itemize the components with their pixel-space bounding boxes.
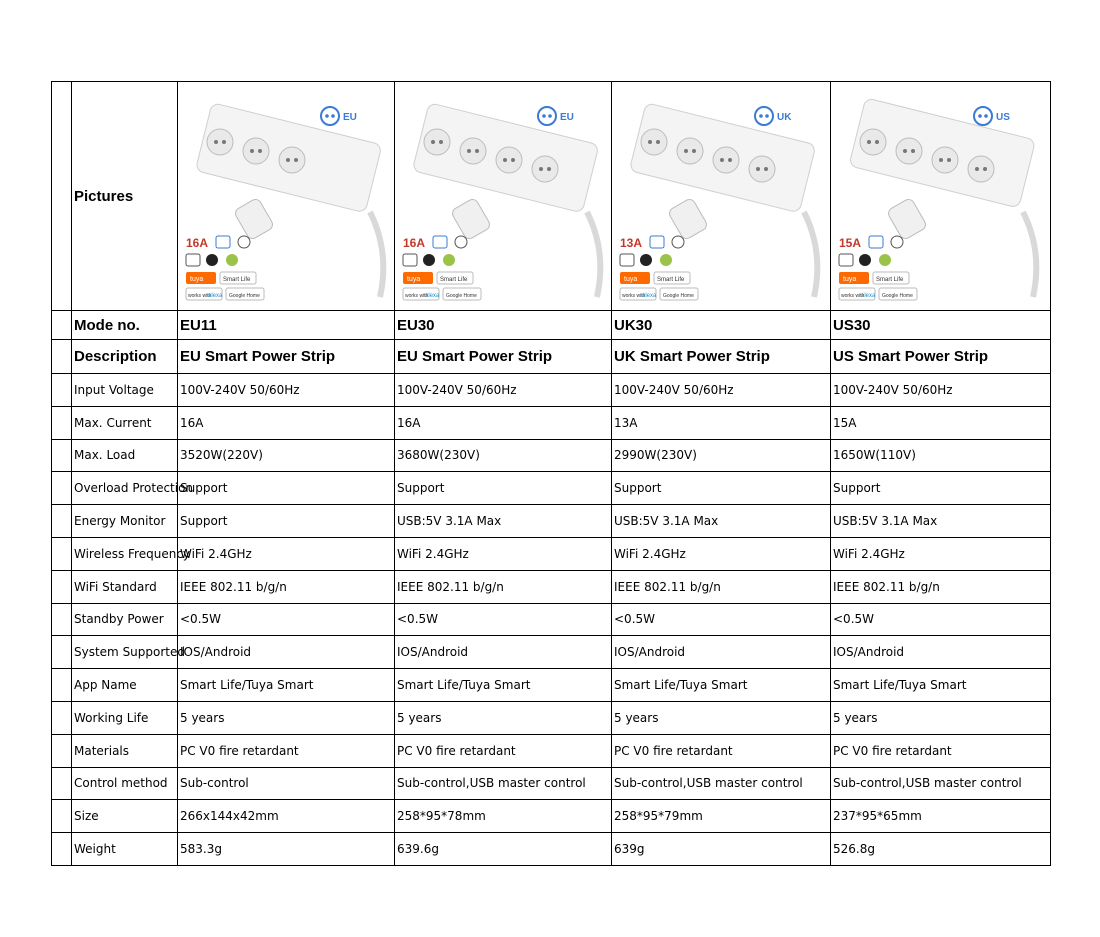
- works-with-label: works with: [622, 293, 646, 299]
- power-cable: [1023, 212, 1036, 297]
- description-value: US Smart Power Strip: [831, 340, 1051, 374]
- socket-hole: [728, 158, 732, 162]
- energy-icon: [620, 254, 634, 266]
- plug-pin-icon: [765, 114, 769, 118]
- plug-pin-icon: [331, 114, 335, 118]
- product-illustration: [180, 82, 397, 310]
- spec-row: [52, 374, 1051, 407]
- socket-hole: [547, 167, 551, 171]
- description-value: UK Smart Power Strip: [612, 340, 831, 374]
- apple-icon: [206, 254, 218, 266]
- plug-head: [233, 197, 274, 240]
- timer-icon: [672, 236, 684, 248]
- region-label: US: [996, 112, 1010, 123]
- spec-table: [51, 81, 1051, 866]
- spec-row: [52, 669, 1051, 702]
- spec-value: Support: [395, 472, 612, 505]
- socket-icon: [896, 138, 922, 164]
- plug-icon: [755, 107, 773, 125]
- spec-value: IEEE 802.11 b/g/n: [178, 570, 395, 603]
- product-picture-eu30: [395, 82, 612, 311]
- product-picture-uk30: [612, 82, 831, 311]
- smart-life-label: Smart Life: [657, 277, 685, 283]
- pictures-row: [52, 82, 1051, 311]
- row-marker: [52, 374, 72, 407]
- spec-value: Sub-control,USB master control: [395, 767, 612, 800]
- spec-value: 237*95*65mm: [831, 800, 1051, 833]
- alexa-label: alexa: [642, 293, 657, 299]
- socket-icon: [532, 156, 558, 182]
- socket-hole: [214, 140, 218, 144]
- row-marker: [52, 82, 72, 311]
- socket-hole: [692, 149, 696, 153]
- description-value: EU Smart Power Strip: [178, 340, 395, 374]
- spec-value: WiFi 2.4GHz: [831, 537, 1051, 570]
- spec-value: USB:5V 3.1A Max: [395, 505, 612, 538]
- socket-hole: [286, 158, 290, 162]
- socket-icon: [677, 138, 703, 164]
- spec-value: 13A: [612, 406, 831, 439]
- spec-value: Sub-control,USB master control: [831, 767, 1051, 800]
- spec-value: 639g: [612, 833, 831, 866]
- spec-value: 2990W(230V): [612, 439, 831, 472]
- plug-icon: [974, 107, 992, 125]
- spec-value: IOS/Android: [178, 636, 395, 669]
- row-marker: [52, 833, 72, 866]
- spec-value: 5 years: [612, 701, 831, 734]
- spec-value: 100V-240V 50/60Hz: [831, 374, 1051, 407]
- row-marker: [52, 570, 72, 603]
- row-marker: [52, 636, 72, 669]
- description-row: [52, 340, 1051, 374]
- socket-hole: [975, 167, 979, 171]
- row-marker: [52, 603, 72, 636]
- socket-icon: [932, 147, 958, 173]
- spec-value: <0.5W: [178, 603, 395, 636]
- spec-value: 258*95*78mm: [395, 800, 612, 833]
- model-row: [52, 311, 1051, 340]
- spec-value: Smart Life/Tuya Smart: [395, 669, 612, 702]
- spec-label: Weight: [72, 833, 178, 866]
- socket-hole: [903, 149, 907, 153]
- spec-row: [52, 439, 1051, 472]
- plug-pin-icon: [759, 114, 763, 118]
- socket-hole: [756, 167, 760, 171]
- spec-value: 526.8g: [831, 833, 1051, 866]
- android-icon: [443, 254, 455, 266]
- plug-head: [667, 197, 708, 240]
- spec-label: App Name: [72, 669, 178, 702]
- model-label: Mode no.: [72, 311, 178, 340]
- plug-pin-icon: [978, 114, 982, 118]
- spec-label: Wireless Frequency: [72, 537, 178, 570]
- socket-hole: [939, 158, 943, 162]
- spec-row: [52, 603, 1051, 636]
- spec-value: IEEE 802.11 b/g/n: [395, 570, 612, 603]
- wifi-icon: [869, 236, 883, 248]
- android-icon: [660, 254, 672, 266]
- spec-value: Sub-control,USB master control: [612, 767, 831, 800]
- plug-pin-icon: [984, 114, 988, 118]
- wifi-icon: [216, 236, 230, 248]
- spec-value: <0.5W: [612, 603, 831, 636]
- socket-hole: [764, 167, 768, 171]
- row-marker: [52, 767, 72, 800]
- spec-value: Smart Life/Tuya Smart: [831, 669, 1051, 702]
- spec-value: PC V0 fire retardant: [395, 734, 612, 767]
- row-marker: [52, 406, 72, 439]
- timer-icon: [891, 236, 903, 248]
- spec-value: 5 years: [178, 701, 395, 734]
- spec-value: USB:5V 3.1A Max: [612, 505, 831, 538]
- region-label: EU: [560, 112, 574, 123]
- socket-hole: [947, 158, 951, 162]
- plug-head: [886, 197, 927, 240]
- timer-icon: [455, 236, 467, 248]
- spec-row: [52, 701, 1051, 734]
- smart-life-label: Smart Life: [440, 277, 468, 283]
- socket-hole: [983, 167, 987, 171]
- spec-label: Energy Monitor: [72, 505, 178, 538]
- spec-value: 15A: [831, 406, 1051, 439]
- spec-value: Support: [612, 472, 831, 505]
- plug-head: [450, 197, 491, 240]
- spec-label: Size: [72, 800, 178, 833]
- row-marker: [52, 701, 72, 734]
- tuya-label: tuya: [624, 276, 638, 283]
- model-value: EU11: [178, 311, 395, 340]
- spec-value: IEEE 802.11 b/g/n: [612, 570, 831, 603]
- socket-hole: [258, 149, 262, 153]
- spec-row: [52, 767, 1051, 800]
- spec-label: Materials: [72, 734, 178, 767]
- plug-pin-icon: [325, 114, 329, 118]
- product-picture-us30: [831, 82, 1051, 311]
- socket-hole: [294, 158, 298, 162]
- product-illustration: [397, 82, 614, 310]
- socket-icon: [641, 129, 667, 155]
- plug-icon: [321, 107, 339, 125]
- spec-value: 3680W(230V): [395, 439, 612, 472]
- power-cable: [804, 212, 817, 297]
- tuya-label: tuya: [407, 276, 421, 283]
- spec-value: <0.5W: [831, 603, 1051, 636]
- spec-label: Input Voltage: [72, 374, 178, 407]
- google-home-label: Google Home: [882, 293, 913, 299]
- row-marker: [52, 505, 72, 538]
- socket-hole: [867, 140, 871, 144]
- spec-value: IEEE 802.11 b/g/n: [831, 570, 1051, 603]
- socket-hole: [684, 149, 688, 153]
- pictures-label: Pictures: [72, 82, 178, 311]
- spec-value: Smart Life/Tuya Smart: [178, 669, 395, 702]
- description-value: EU Smart Power Strip: [395, 340, 612, 374]
- spec-value: WiFi 2.4GHz: [178, 537, 395, 570]
- row-marker: [52, 537, 72, 570]
- spec-value: 5 years: [831, 701, 1051, 734]
- spec-label: Control method: [72, 767, 178, 800]
- apple-icon: [423, 254, 435, 266]
- spec-value: PC V0 fire retardant: [612, 734, 831, 767]
- description-label: Description: [72, 340, 178, 374]
- spec-label: Overload Protection: [72, 472, 178, 505]
- spec-value: 5 years: [395, 701, 612, 734]
- spec-row: [52, 570, 1051, 603]
- smart-life-label: Smart Life: [876, 277, 904, 283]
- socket-hole: [439, 140, 443, 144]
- row-marker: [52, 472, 72, 505]
- spec-row: [52, 472, 1051, 505]
- spec-value: 583.3g: [178, 833, 395, 866]
- plug-pin-icon: [548, 114, 552, 118]
- spec-value: <0.5W: [395, 603, 612, 636]
- google-home-label: Google Home: [229, 293, 260, 299]
- current-badge: 16A: [403, 236, 426, 250]
- plug-icon: [538, 107, 556, 125]
- energy-icon: [403, 254, 417, 266]
- spec-row: [52, 537, 1051, 570]
- alexa-label: alexa: [208, 293, 223, 299]
- row-marker: [52, 311, 72, 340]
- row-marker: [52, 800, 72, 833]
- socket-hole: [431, 140, 435, 144]
- socket-icon: [207, 129, 233, 155]
- socket-hole: [475, 149, 479, 153]
- spec-value: 100V-240V 50/60Hz: [178, 374, 395, 407]
- tuya-label: tuya: [843, 276, 857, 283]
- spec-value: IOS/Android: [831, 636, 1051, 669]
- spec-value: 3520W(220V): [178, 439, 395, 472]
- spec-value: 639.6g: [395, 833, 612, 866]
- region-label: UK: [777, 112, 792, 123]
- spec-value: Support: [178, 472, 395, 505]
- current-badge: 15A: [839, 236, 862, 250]
- tuya-label: tuya: [190, 276, 204, 283]
- row-marker: [52, 439, 72, 472]
- spec-value: 100V-240V 50/60Hz: [395, 374, 612, 407]
- spec-label: System Supported: [72, 636, 178, 669]
- row-marker: [52, 669, 72, 702]
- spec-label: Working Life: [72, 701, 178, 734]
- spec-row: [52, 406, 1051, 439]
- spec-value: Smart Life/Tuya Smart: [612, 669, 831, 702]
- works-with-label: works with: [841, 293, 865, 299]
- spec-value: 16A: [395, 406, 612, 439]
- spec-value: WiFi 2.4GHz: [395, 537, 612, 570]
- spec-value: Support: [831, 472, 1051, 505]
- row-marker: [52, 340, 72, 374]
- product-picture-eu11: [178, 82, 395, 311]
- timer-icon: [238, 236, 250, 248]
- socket-icon: [279, 147, 305, 173]
- region-label: EU: [343, 112, 357, 123]
- works-with-label: works with: [405, 293, 429, 299]
- spec-value: PC V0 fire retardant: [831, 734, 1051, 767]
- google-home-label: Google Home: [446, 293, 477, 299]
- product-illustration: [614, 82, 833, 310]
- spec-row: [52, 734, 1051, 767]
- socket-icon: [460, 138, 486, 164]
- spec-value: WiFi 2.4GHz: [612, 537, 831, 570]
- power-cable: [587, 212, 600, 297]
- works-with-label: works with: [188, 293, 212, 299]
- wifi-icon: [650, 236, 664, 248]
- socket-icon: [243, 138, 269, 164]
- spec-value: IOS/Android: [612, 636, 831, 669]
- spec-label: Max. Current: [72, 406, 178, 439]
- google-home-label: Google Home: [663, 293, 694, 299]
- socket-hole: [539, 167, 543, 171]
- socket-hole: [875, 140, 879, 144]
- spec-value: USB:5V 3.1A Max: [831, 505, 1051, 538]
- socket-hole: [503, 158, 507, 162]
- spec-table-body: [52, 82, 1051, 866]
- plug-pin-icon: [542, 114, 546, 118]
- alexa-label: alexa: [425, 293, 440, 299]
- energy-icon: [839, 254, 853, 266]
- model-value: UK30: [612, 311, 831, 340]
- socket-hole: [720, 158, 724, 162]
- alexa-label: alexa: [861, 293, 876, 299]
- model-value: EU30: [395, 311, 612, 340]
- wifi-icon: [433, 236, 447, 248]
- socket-hole: [222, 140, 226, 144]
- android-icon: [879, 254, 891, 266]
- spec-value: Support: [178, 505, 395, 538]
- socket-icon: [860, 129, 886, 155]
- spec-value: 16A: [178, 406, 395, 439]
- spec-value: Sub-control: [178, 767, 395, 800]
- socket-hole: [511, 158, 515, 162]
- spec-value: PC V0 fire retardant: [178, 734, 395, 767]
- spec-label: WiFi Standard: [72, 570, 178, 603]
- spec-row: [52, 505, 1051, 538]
- socket-icon: [424, 129, 450, 155]
- socket-icon: [968, 156, 994, 182]
- socket-hole: [656, 140, 660, 144]
- spec-label: Standby Power: [72, 603, 178, 636]
- row-marker: [52, 734, 72, 767]
- apple-icon: [640, 254, 652, 266]
- power-cable: [370, 212, 383, 297]
- socket-hole: [911, 149, 915, 153]
- socket-hole: [467, 149, 471, 153]
- product-illustration: [833, 82, 1053, 310]
- spec-row: [52, 636, 1051, 669]
- socket-icon: [713, 147, 739, 173]
- socket-icon: [749, 156, 775, 182]
- model-value: US30: [831, 311, 1051, 340]
- current-badge: 13A: [620, 236, 643, 250]
- spec-value: IOS/Android: [395, 636, 612, 669]
- spec-row: [52, 833, 1051, 866]
- apple-icon: [859, 254, 871, 266]
- android-icon: [226, 254, 238, 266]
- spec-label: Max. Load: [72, 439, 178, 472]
- spec-row: [52, 800, 1051, 833]
- energy-icon: [186, 254, 200, 266]
- socket-icon: [496, 147, 522, 173]
- spec-value: 1650W(110V): [831, 439, 1051, 472]
- current-badge: 16A: [186, 236, 209, 250]
- spec-value: 258*95*79mm: [612, 800, 831, 833]
- spec-value: 100V-240V 50/60Hz: [612, 374, 831, 407]
- socket-hole: [648, 140, 652, 144]
- spec-value: 266x144x42mm: [178, 800, 395, 833]
- smart-life-label: Smart Life: [223, 277, 251, 283]
- socket-hole: [250, 149, 254, 153]
